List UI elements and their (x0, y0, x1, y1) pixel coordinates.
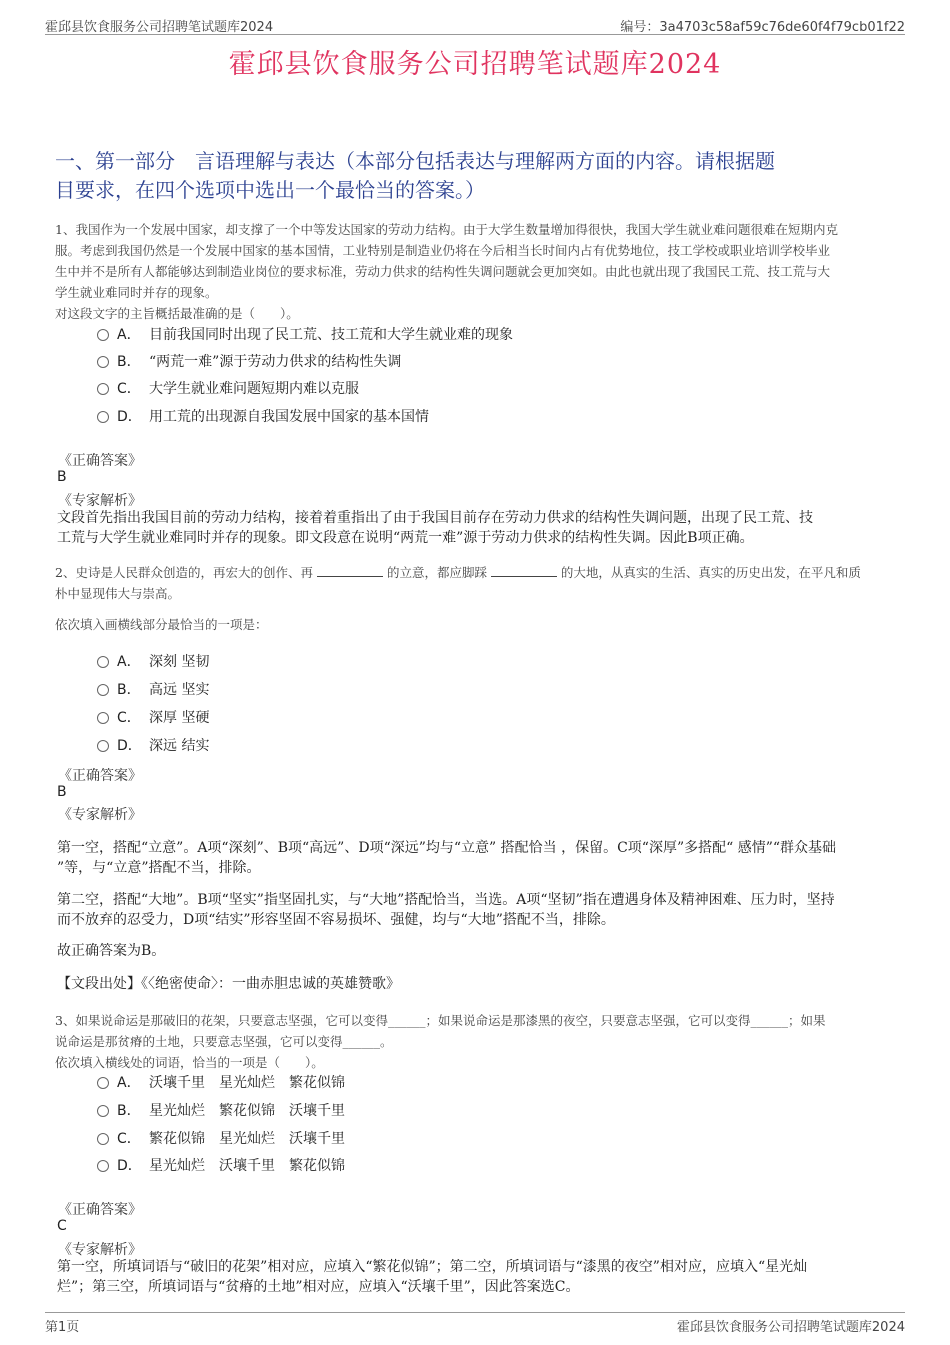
radio-button-icon[interactable] (97, 329, 109, 341)
option-letter: B． (117, 354, 141, 370)
option-letter: A． (117, 1075, 141, 1091)
stem-line: 学生就业难同时并存的现象。 (55, 285, 218, 300)
analysis-line: 第二空，搭配“大地”。B项“坚实”指坚固扎实，与“大地”搭配恰当，当选。A项“坚韧”指在遭遇身体及精神困难、压力时，坚持 (57, 892, 835, 908)
analysis-line: 文段首先指出我国目前的劳动力结构，接着着重指出了由于我国目前存在劳动力供求的结构性失调问题，出现了民工荒、技 (57, 510, 813, 526)
q3-analysis (57, 1257, 897, 1297)
header-doc-title: 霍邱县饮食服务公司招聘笔试题库2024 (45, 20, 274, 35)
radio-button-icon[interactable] (97, 383, 109, 395)
page-footer (45, 1312, 905, 1333)
analysis-label: 《专家解析》 (58, 1242, 142, 1258)
q2-analysis-second-blank (57, 890, 897, 930)
radio-button-icon[interactable] (97, 356, 109, 368)
option-letter: C． (117, 1131, 141, 1147)
option-text: 深厚 坚硬 (149, 710, 210, 726)
question-2-prompt: 依次填入画横线部分最恰当的一项是： (55, 617, 268, 632)
option-text: 高远 坚实 (149, 682, 210, 698)
option-letter: B． (117, 1103, 141, 1119)
option-letter: D． (117, 409, 142, 425)
question-2-stem (55, 562, 900, 604)
radio-button-icon[interactable] (97, 684, 109, 696)
stem-line: 1、我国作为一个发展中国家，却支撑了一个中等发达国家的劳动力结构。由于大学生数量增加得很快，我国大学生就业难问题很难在短期内克 (55, 222, 838, 237)
analysis-line: 工荒与大学生就业难同时并存的现象。即文段意在说明“两荒一难”源于劳动力供求的结构性失调。因此B项正确。 (57, 530, 754, 546)
stem-line: 依次填入横线处的词语，恰当的一项是（ ）。 (55, 1055, 324, 1070)
stem-line: 服。考虑到我国仍然是一个发展中国家的基本国情，工业特别是制造业仍将在今后相当长时间内占有优势地位，技工学校或职业培训学校毕业 (55, 243, 831, 258)
analysis-line: 第一空，所填词语与“破旧的花架”相对应，应填入“繁花似锦”；第二空，所填词语与“漆黑的夜空”相对应，应填入“星光灿 (57, 1259, 808, 1275)
stem-line: 说命运是那贫瘠的土地，只要意志坚强，它可以变得______。 (55, 1034, 393, 1049)
analysis-line: 而不放弃的忍受力，D项“结实”形容坚固不容易损坏、强健，均与“大地”搭配不当，排除。 (57, 912, 615, 928)
q3-answer: C (57, 1218, 67, 1234)
radio-button-icon[interactable] (97, 1133, 109, 1145)
radio-button-icon[interactable] (97, 740, 109, 752)
q1-answer: B (57, 469, 67, 485)
option-letter: A． (117, 327, 141, 343)
stem-fragment: 的立意，都应脚踩 (386, 565, 487, 580)
stem-fragment: 2、史诗是人民群众创造的，再宏大的创作、再 (55, 565, 313, 580)
document-title: 霍邱县饮食服务公司招聘笔试题库2024 (228, 49, 722, 80)
option-text: 用工荒的出现源自我国发展中国家的基本国情 (149, 409, 429, 425)
analysis-line: 烂”；第三空，所填词语与“贫瘠的土地”相对应，应填入“沃壤千里”，因此答案选C。 (57, 1279, 580, 1295)
stem-line: 对这段文字的主旨概括最准确的是（ ）。 (55, 306, 299, 321)
q2-source: 【文段出处】《〈绝密使命〉：一曲赤胆忠诚的英雄赞歌》 (57, 976, 400, 992)
radio-button-icon[interactable] (97, 712, 109, 724)
option-letter: A． (117, 654, 141, 670)
option-letter: C． (117, 381, 141, 397)
header-doc-number: 编号：3a4703c58af59c76de60f4f79cb01f22 (620, 20, 905, 35)
q2-analysis-first-blank (57, 838, 897, 878)
option-letter: B． (117, 682, 141, 698)
page-header (45, 14, 905, 35)
footer-doc-title: 霍邱县饮食服务公司招聘笔试题库2024 (676, 1320, 905, 1335)
option-text: 星光灿烂 沃壤千里 繁花似锦 (149, 1158, 345, 1174)
option-text: “两荒一难”源于劳动力供求的结构性失调 (149, 354, 402, 370)
radio-button-icon[interactable] (97, 1160, 109, 1172)
option-text: 繁花似锦 星光灿烂 沃壤千里 (149, 1131, 345, 1147)
page-number: 第1页 (45, 1320, 80, 1335)
radio-button-icon[interactable] (97, 656, 109, 668)
answer-label: 《正确答案》 (58, 453, 142, 469)
option-text: 目前我国同时出现了民工荒、技工荒和大学生就业难的现象 (149, 327, 513, 343)
analysis-label: 《专家解析》 (58, 807, 142, 823)
section-heading-line: 一、第一部分 言语理解与表达（本部分包括表达与理解两方面的内容。请根据题 (55, 149, 775, 173)
q1-analysis (57, 508, 897, 548)
option-letter: D． (117, 738, 142, 754)
answer-label: 《正确答案》 (58, 1202, 142, 1218)
stem-line: 生中并不是所有人都能够达到制造业岗位的要求标准，劳动力供求的结构性失调问题就会更加突如。由此也就出现了我国民工荒、技工荒与大 (55, 264, 831, 279)
answer-label: 《正确答案》 (58, 768, 142, 784)
option-letter: D． (117, 1158, 142, 1174)
analysis-label: 《专家解析》 (58, 493, 142, 509)
analysis-line: ”等，与“立意”搭配不当，排除。 (57, 860, 261, 876)
option-text: 深刻 坚韧 (149, 654, 210, 670)
section-heading (55, 147, 900, 205)
option-text: 星光灿烂 繁花似锦 沃壤千里 (149, 1103, 345, 1119)
stem-line: 朴中显现伟大与崇高。 (55, 586, 181, 601)
fill-blank (317, 562, 383, 577)
analysis-line: 第一空，搭配“立意”。A项“深刻”、B项“高远”、D项“深远”均与“立意” 搭配恰当 ，保留。C项“深厚”多搭配“ 感情”“群众基础 (57, 840, 837, 856)
question-1-stem (55, 219, 900, 324)
stem-line (55, 562, 900, 583)
fill-blank (491, 562, 557, 577)
stem-line: 3、如果说命运是那破旧的花架，只要意志坚强，它可以变得______；如果说命运是那漆黑的夜空，只要意志坚强，它可以变得______；如果 (55, 1013, 826, 1028)
stem-fragment: 的大地，从真实的生活、真实的历史出发，在平凡和质 (560, 565, 861, 580)
option-text: 深远 结实 (149, 738, 210, 754)
section-heading-line: 目要求，在四个选项中选出一个最恰当的答案。） (55, 178, 485, 202)
option-text: 大学生就业难问题短期内难以克服 (149, 381, 359, 397)
q2-conclusion: 故正确答案为B。 (57, 943, 166, 959)
question-3-stem (55, 1010, 900, 1073)
option-text: 沃壤千里 星光灿烂 繁花似锦 (149, 1075, 345, 1091)
option-letter: C． (117, 710, 141, 726)
radio-button-icon[interactable] (97, 1105, 109, 1117)
radio-button-icon[interactable] (97, 411, 109, 423)
radio-button-icon[interactable] (97, 1077, 109, 1089)
q2-answer: B (57, 784, 67, 800)
